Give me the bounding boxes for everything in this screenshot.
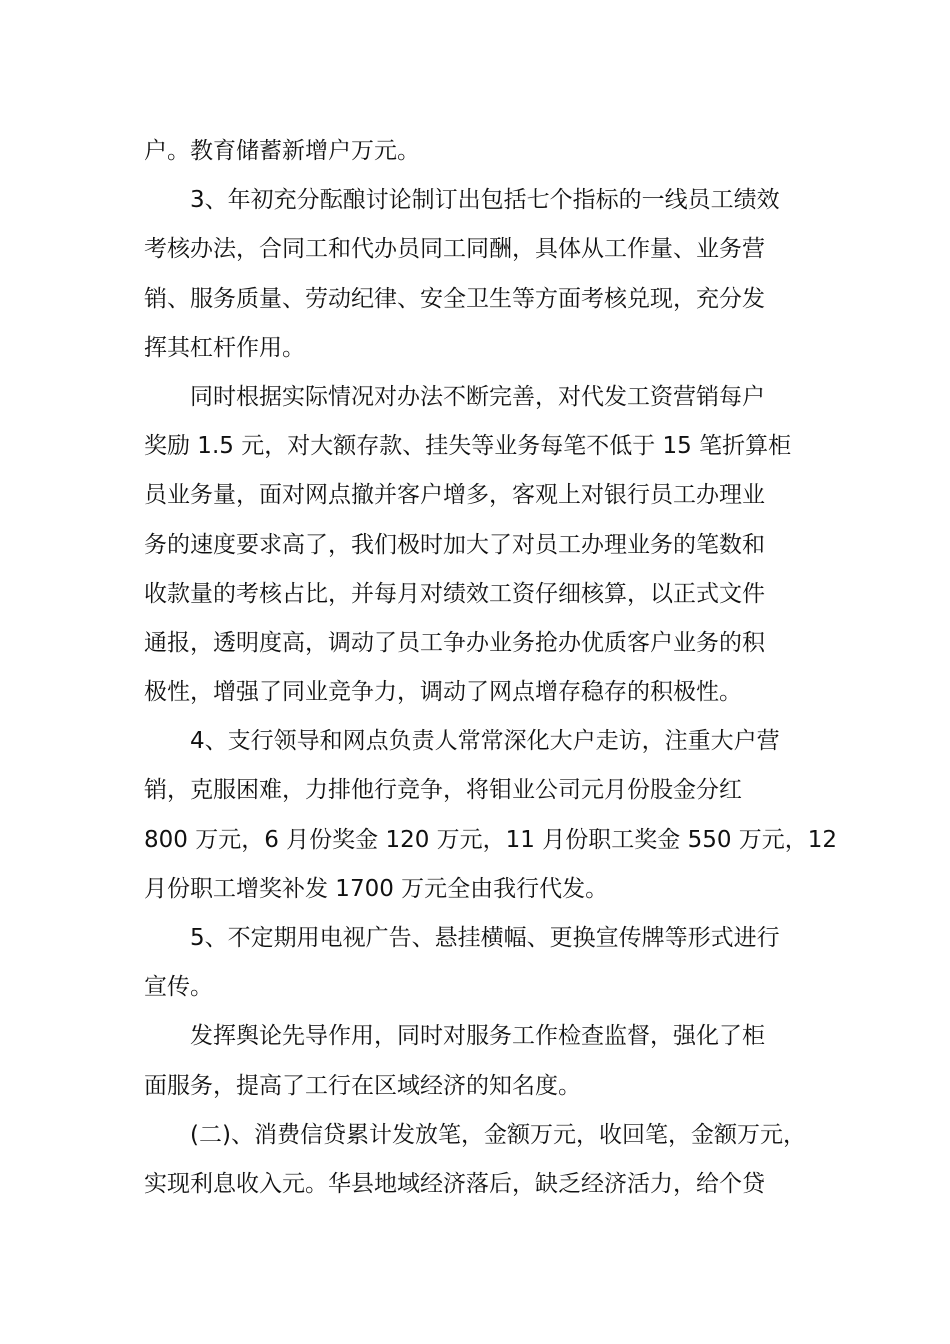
text-line: 4、支行领导和网点负责人常常深化大户走访，注重大户营 <box>190 728 780 755</box>
text-line: 收款量的考核占比，并每月对绩效工资仔细核算，以正式文件 <box>144 580 765 607</box>
text-line: 户。教育储蓄新增户万元。 <box>144 138 420 164</box>
paragraph-5 <box>144 914 824 1012</box>
text-line: 5、不定期用电视广告、悬挂横幅、更换宣传牌等形式进行 <box>190 925 780 951</box>
paragraph-3 <box>144 373 824 717</box>
paragraph-2 <box>144 176 824 373</box>
paragraph-4 <box>144 717 838 914</box>
text-line: 面服务，提高了工行在区域经济的知名度。 <box>144 1072 581 1099</box>
paragraph-6 <box>144 1012 824 1110</box>
text-line: 发挥舆论先导作用，同时对服务工作检查监督，强化了柜 <box>190 1023 765 1050</box>
document-body <box>144 127 838 1209</box>
text-line: 挥其杠杆作用。 <box>144 334 305 361</box>
paragraph-1 <box>144 127 824 176</box>
text-line: 月份职工增奖补发 1700 万元全由我行代发。 <box>144 875 609 902</box>
text-line: 通报，透明度高，调动了员工争办业务抢办优质客户业务的积 <box>144 629 765 656</box>
text-line: 800 万元，6 月份奖金 120 万元，11 月份职工奖金 550 万元，12 <box>144 826 838 853</box>
text-line: 奖励 1.5 元，对大额存款、挂失等业务每笔不低于 15 笔折算柜 <box>144 433 792 460</box>
text-line: 务的速度要求高了，我们极时加大了对员工办理业务的笔数和 <box>144 531 765 558</box>
text-line: 销、服务质量、劳动纪律、安全卫生等方面考核兑现，充分发 <box>144 285 765 312</box>
text-line: 同时根据实际情况对办法不断完善，对代发工资营销每户 <box>190 383 765 410</box>
text-line: 宣传。 <box>144 974 213 1001</box>
text-line: (二)、消费信贷累计发放笔，金额万元，收回笔，金额万元， <box>190 1121 806 1148</box>
text-line: 3、年初充分酝酿讨论制订出包括七个指标的一线员工绩效 <box>190 187 780 214</box>
text-line: 员业务量，面对网点撤并客户增多，客观上对银行员工办理业 <box>144 482 765 509</box>
text-line: 考核办法，合同工和代办员同工同酬，具体从工作量、业务营 <box>144 236 765 263</box>
paragraph-7 <box>144 1111 824 1209</box>
text-line: 实现利息收入元。华县地域经济落后，缺乏经济活力，给个贷 <box>144 1170 765 1197</box>
text-line: 极性，增强了同业竞争力，调动了网点增存稳存的积极性。 <box>144 679 742 706</box>
text-line: 销，克服困难，力排他行竞争，将钼业公司元月份股金分红 <box>144 777 742 804</box>
